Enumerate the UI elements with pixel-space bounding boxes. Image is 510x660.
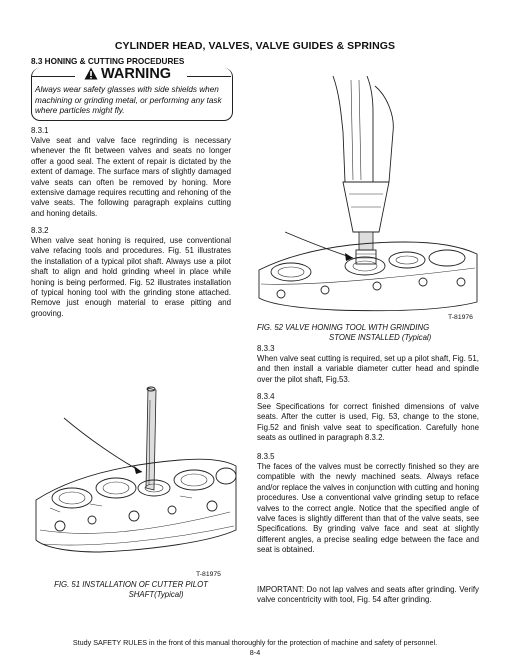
figure-52-caption-line1: FIG. 52 VALVE HONING TOOL WITH GRINDING	[257, 323, 430, 332]
figure-52-illustration	[255, 72, 480, 312]
paragraph-8-3-3: When valve seat cutting is required, set up a pilot shaft, Fig. 51, and then install a variable diameter cutter head and spindle over the pilot shaft, Fig.53.	[257, 354, 479, 384]
figure-51-illustration	[30, 380, 240, 570]
paragraph-8-3-2: When valve seat honing is required, use conventional valve refacing tools and procedures. Fig. 51 illustrates the installation of a typical pilot shaft. Always use a pilot shaft to align and hold grinding wheel in place while honing is being performed. Fig. 52 illustrates installation of typical honing tool with the grinding stone attached. Remove just enough material to erase pitting and grooving.	[31, 236, 231, 318]
warning-title: WARNING	[101, 66, 172, 82]
footer-safety-notice: Study SAFETY RULES in the front of this manual thoroughly for the protection of machine and safety of personnel.	[72, 638, 438, 647]
warning-divider-right	[187, 76, 231, 77]
paragraph-number-8-3-5: 8.3.5	[257, 452, 275, 461]
important-note: IMPORTANT: Do not lap valves and seats after grinding. Verify valve concentricity with tool, Fig. 54 after grinding.	[257, 585, 479, 605]
warning-text: Always wear safety glasses with side shields when machining or grinding metal, or performing any task where particles might fly.	[35, 85, 222, 116]
section-heading: 8.3 HONING & CUTTING PROCEDURES	[31, 57, 185, 66]
paragraph-number-8-3-1: 8.3.1	[31, 126, 49, 135]
figure-51-caption-line1: FIG. 51 INSTALLATION OF CUTTER PILOT	[54, 580, 208, 589]
warning-icon	[84, 67, 98, 80]
figure-51-caption-line2: SHAFT(Typical)	[128, 590, 184, 599]
figure-51-caption	[31, 580, 231, 600]
paragraph-number-8-3-2: 8.3.2	[31, 226, 49, 235]
paragraph-number-8-3-4: 8.3.4	[257, 392, 275, 401]
page-title: CYLINDER HEAD, VALVES, VALVE GUIDES & SPRINGS	[114, 40, 396, 52]
warning-divider-left	[31, 76, 75, 77]
paragraph-number-8-3-3: 8.3.3	[257, 344, 275, 353]
paragraph-8-3-5: The faces of the valves must be correctly finished so they are compatible with the newly machined seats. Always reface and/or replace the valves in conjunction with cutting and honing procedures. Use a conventional valve grinding setup to reface valves to the correct angle. Notice that the specified angle of valve faces is slightly different than that of the valve seats, see Specifications. By grinding valve face and seat at slightly different angles, a precise sealing edge between the face and seat is obtained.	[257, 462, 479, 555]
paragraph-8-3-1: Valve seat and valve face regrinding is necessary whenever the fit between valves and seats no longer offer a good seal. The extent of repair is dictated by the extent of damage. The surface mars of slightly damaged valve seats can often be removed by honing. More extensive damage requires recutting and rehoning of the valve seats. The following paragraph explains cutting and honing details.	[31, 136, 231, 218]
figure-52-number: T-81976	[448, 314, 473, 321]
figure-51-number: T-81975	[196, 571, 221, 578]
figure-52-caption	[257, 323, 467, 343]
paragraph-8-3-4: See Specifications for correct finished dimensions of valve seats. After the cutter is used, Fig. 53, change to the stone, Fig.52 and finish valve seat to specification. Carefully hone seats as outlined in paragraph 8.3.2.	[257, 402, 479, 443]
figure-52-caption-line2: STONE INSTALLED (Typical)	[329, 333, 432, 342]
page-number: 8-4	[249, 648, 261, 657]
